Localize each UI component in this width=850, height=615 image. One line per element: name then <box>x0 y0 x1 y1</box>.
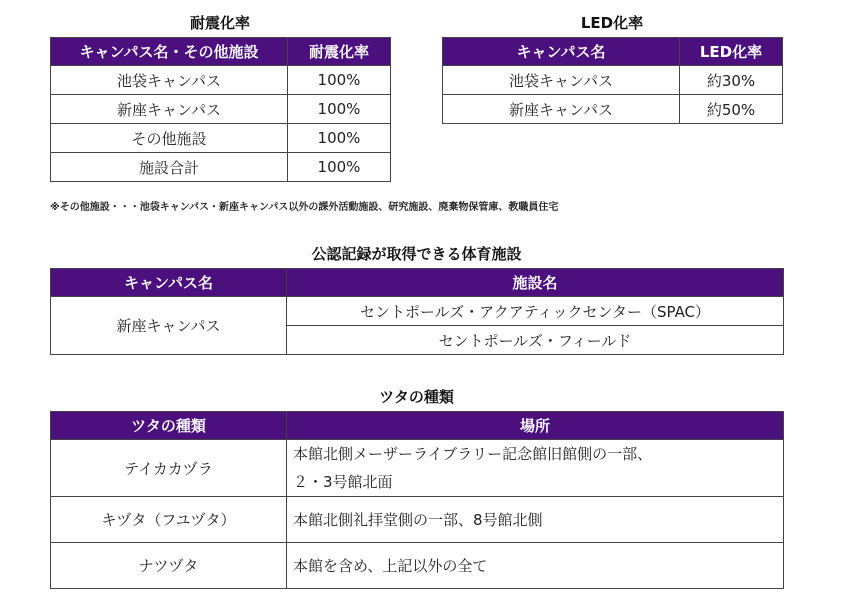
sports-table <box>50 268 784 355</box>
table-row <box>51 95 391 124</box>
ivy-table <box>50 411 784 589</box>
seismic-title: 耐震化率 <box>189 14 250 32</box>
place-line: 本館北側メーザーライブラリー記念館旧館側の一部、 <box>293 445 653 463</box>
table-row <box>51 543 784 589</box>
led-table <box>442 37 783 124</box>
table-row <box>51 124 391 153</box>
column-header: 耐震化率 <box>288 38 391 66</box>
table-cell: 池袋キャンパス <box>51 66 288 95</box>
table-cell: 新座キャンパス <box>443 95 680 124</box>
table-header-row <box>51 412 784 440</box>
table-cell: 施設合計 <box>51 153 288 182</box>
ivy-title: ツタの種類 <box>379 388 454 406</box>
table-cell: 新座キャンパス <box>51 95 288 124</box>
table-row <box>51 297 784 326</box>
table-cell: その他施設 <box>51 124 288 153</box>
table-cell: セントポールズ・フィールド <box>287 326 784 355</box>
place-cell: 本館北側礼拝堂側の一部、8号館北側 <box>287 497 784 543</box>
table-row <box>443 95 783 124</box>
led-title: LED化率 <box>580 14 644 32</box>
table-cell: 100% <box>288 153 391 182</box>
column-header: LED化率 <box>680 38 783 66</box>
column-header: 施設名 <box>287 269 784 297</box>
seismic-table <box>50 37 391 182</box>
table-cell: 約50% <box>680 95 783 124</box>
table-row <box>51 66 391 95</box>
place-cell <box>287 440 784 497</box>
table-cell: 100% <box>288 95 391 124</box>
table-row <box>51 497 784 543</box>
table-cell: テイカカヅラ <box>51 440 287 497</box>
column-header: ツタの種類 <box>51 412 287 440</box>
table-row <box>443 66 783 95</box>
table-row <box>51 440 784 497</box>
place-line: ２・3号館北面 <box>293 473 393 491</box>
campus-cell: 新座キャンパス <box>51 297 287 355</box>
place-cell: 本館を含め、上記以外の全て <box>287 543 784 589</box>
column-header: キャンパス名 <box>51 269 287 297</box>
table-header-row <box>51 38 391 66</box>
table-header-row <box>51 269 784 297</box>
table-header-row <box>443 38 783 66</box>
table-cell: 約30% <box>680 66 783 95</box>
table-cell: ナツヅタ <box>51 543 287 589</box>
footnote: ※その他施設・・・池袋キャンパス・新座キャンパス以外の課外活動施設、研究施設、廃棄物保管庫、教職員住宅 <box>50 202 559 213</box>
column-header: 場所 <box>287 412 784 440</box>
sports-title: 公認記録が取得できる体育施設 <box>311 245 522 263</box>
column-header: キャンパス名・その他施設 <box>51 38 288 66</box>
table-cell: 池袋キャンパス <box>443 66 680 95</box>
table-row <box>51 153 391 182</box>
table-cell: 100% <box>288 124 391 153</box>
column-header: キャンパス名 <box>443 38 680 66</box>
table-cell: 100% <box>288 66 391 95</box>
table-cell: セントポールズ・アクアティックセンター（SPAC） <box>287 297 784 326</box>
table-cell: キヅタ（フユヅタ） <box>51 497 287 543</box>
